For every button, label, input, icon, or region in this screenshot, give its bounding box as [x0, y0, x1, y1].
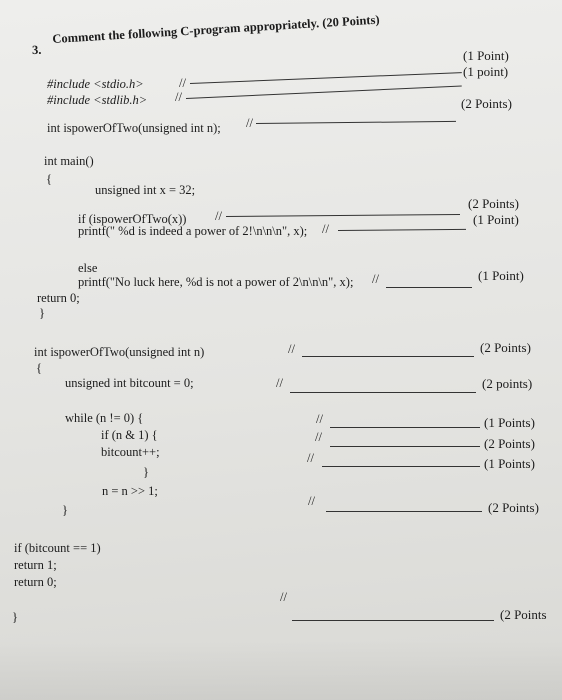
code-open-brace-func: {: [36, 361, 42, 375]
points-label-3: (2 Points): [461, 96, 512, 111]
code-if-and: if (n & 1) {: [101, 428, 158, 442]
answer-blank-7: [302, 356, 474, 357]
comment-marker-13: //: [280, 590, 287, 604]
points-label-7: (2 Points): [480, 340, 531, 355]
answer-blank-6: [386, 287, 472, 288]
code-bitcount-inc: bitcount++;: [101, 445, 160, 459]
code-include-stdio: #include <stdio.h>: [47, 77, 144, 91]
answer-blank-11: [322, 466, 480, 467]
code-close-while: }: [62, 503, 68, 517]
code-return-main: return 0;: [37, 291, 80, 305]
comment-marker-4: //: [215, 209, 222, 223]
code-else: else: [78, 261, 98, 275]
points-label-8: (2 points): [482, 376, 533, 391]
answer-blank-3: [256, 121, 456, 124]
code-prototype: int ispowerOfTwo(unsigned int n);: [47, 121, 221, 135]
points-label-10: (2 Points): [484, 436, 535, 451]
code-include-stdlib: #include <stdlib.h>: [47, 93, 148, 107]
code-shift: n = n >> 1;: [102, 484, 158, 498]
question-number: 3.: [31, 42, 42, 57]
points-label-11: (1 Points): [484, 456, 535, 471]
points-label-13: (2 Points: [500, 607, 547, 622]
answer-blank-5: [338, 229, 466, 231]
answer-blank-10: [330, 446, 480, 447]
comment-marker-3: //: [246, 116, 253, 130]
code-close-brace-main: }: [39, 306, 45, 320]
code-while: while (n != 0) {: [65, 411, 144, 425]
answer-blank-1: [190, 72, 462, 84]
points-label-2: (1 point): [463, 64, 509, 79]
code-close-brace-func: }: [12, 610, 18, 624]
comment-marker-2: //: [175, 90, 182, 104]
code-decl-x: unsigned int x = 32;: [95, 183, 196, 197]
points-label-6: (1 Point): [478, 268, 524, 283]
comment-marker-12: //: [308, 494, 315, 508]
code-func-signature: int ispowerOfTwo(unsigned int n): [34, 345, 205, 359]
code-main-signature: int main(): [44, 154, 94, 168]
answer-blank-13: [292, 620, 494, 621]
code-printf-yes: printf(" %d is indeed a power of 2!\n\n\n", x);: [78, 224, 308, 238]
comment-marker-11: //: [307, 451, 314, 465]
code-decl-bitcount: unsigned int bitcount = 0;: [65, 376, 194, 390]
code-return-1: return 1;: [14, 558, 57, 572]
code-open-brace-main: {: [46, 172, 52, 186]
answer-blank-12: [326, 511, 482, 512]
code-if-call: if (ispowerOfTwo(x)): [78, 212, 187, 226]
page-shadow: [0, 640, 562, 700]
comment-marker-1: //: [179, 76, 186, 90]
answer-blank-8: [290, 392, 476, 393]
answer-blank-9: [330, 427, 480, 428]
answer-blank-2: [186, 85, 462, 99]
points-label-9: (1 Points): [484, 415, 535, 430]
question-title: Comment the following C-program appropriately. (20 Points): [52, 12, 380, 46]
comment-marker-5: //: [322, 222, 329, 236]
answer-blank-4: [226, 214, 460, 217]
points-label-12: (2 Points): [488, 500, 539, 515]
code-close-if: }: [143, 465, 149, 479]
code-return-0: return 0;: [14, 575, 57, 589]
comment-marker-10: //: [315, 430, 322, 444]
comment-marker-8: //: [276, 376, 283, 390]
comment-marker-6: //: [372, 272, 379, 286]
comment-marker-9: //: [316, 412, 323, 426]
points-label-4: (2 Points): [468, 196, 519, 211]
comment-marker-7: //: [288, 342, 295, 356]
code-if-bitcount: if (bitcount == 1): [14, 541, 101, 555]
points-label-1: (1 Point): [463, 48, 509, 63]
points-label-5: (1 Point): [473, 212, 519, 227]
code-printf-no: printf("No luck here, %d is not a power of 2\n\n\n", x);: [78, 275, 354, 289]
